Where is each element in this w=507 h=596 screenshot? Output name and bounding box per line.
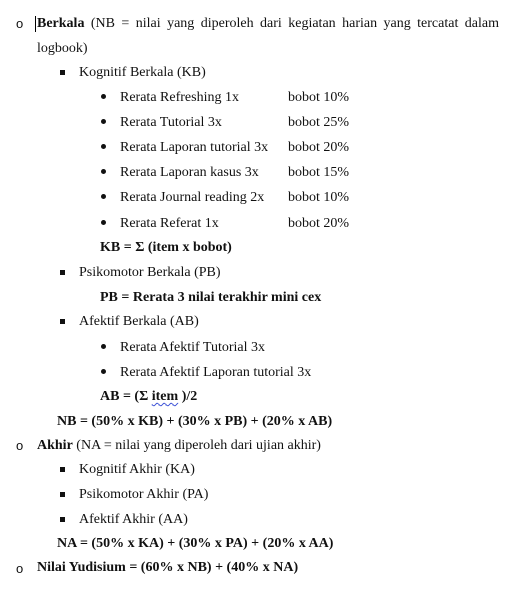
- psikomotor-berkala-label: Psikomotor Berkala (PB): [79, 265, 221, 280]
- square-bullet: [60, 517, 65, 522]
- akhir-item: Psikomotor Akhir (PA): [79, 487, 209, 502]
- na-formula: NA = (50% x KA) + (30% x PA) + (20% x AA): [57, 536, 334, 551]
- nb-formula: NB = (50% x KB) + (30% x PB) + (20% x AB): [57, 414, 333, 429]
- kb-item-name: Rerata Referat 1x: [120, 216, 219, 231]
- round-bullet: [101, 369, 106, 374]
- square-bullet: [60, 70, 65, 75]
- ab-formula-suffix: )/2: [178, 389, 198, 404]
- ab-item-name: Rerata Afektif Tutorial 3x: [120, 340, 266, 355]
- kb-item-name: Rerata Laporan kasus 3x: [120, 165, 259, 180]
- round-bullet: [101, 119, 106, 124]
- akhir-item: Kognitif Akhir (KA): [79, 462, 195, 477]
- round-bullet: [101, 169, 106, 174]
- round-bullet: [101, 194, 106, 199]
- kb-item-weight: bobot 10%: [288, 190, 350, 205]
- round-bullet: [101, 344, 106, 349]
- kb-item-weight: bobot 20%: [288, 216, 350, 231]
- berkala-desc-line2: logbook): [37, 41, 88, 56]
- ab-formula-prefix: AB = (Σ: [100, 389, 152, 404]
- round-bullet: [101, 94, 106, 99]
- kb-item-weight: bobot 25%: [288, 115, 350, 130]
- round-bullet: [101, 220, 106, 225]
- square-bullet: [60, 270, 65, 275]
- square-bullet: [60, 319, 65, 324]
- akhir-title: Akhir: [37, 438, 73, 453]
- kb-item-weight: bobot 20%: [288, 140, 350, 155]
- berkala-heading-line[interactable]: [37, 15, 499, 32]
- ab-item-name: Rerata Afektif Laporan tutorial 3x: [120, 365, 312, 380]
- kb-item-weight: bobot 10%: [288, 90, 350, 105]
- square-bullet: [60, 492, 65, 497]
- outline-bullet: o: [16, 438, 24, 453]
- text-cursor: [35, 16, 36, 32]
- akhir-desc: (NA = nilai yang diperoleh dari ujian akhir): [76, 438, 321, 453]
- yudisium-formula: Nilai Yudisium = (60% x NB) + (40% x NA): [37, 560, 299, 575]
- kognitif-berkala-label: Kognitif Berkala (KB): [79, 65, 206, 80]
- kb-item-name: Rerata Journal reading 2x: [120, 190, 265, 205]
- ab-formula: [100, 388, 197, 405]
- outline-bullet: o: [16, 561, 24, 576]
- berkala-desc-line1: (NB = nilai yang diperoleh dari kegiatan harian yang tercatat dalam: [90, 16, 499, 31]
- round-bullet: [101, 144, 106, 149]
- akhir-heading-line: [37, 437, 321, 454]
- pb-formula: PB = Rerata 3 nilai terakhir mini cex: [100, 290, 322, 305]
- kb-item-weight: bobot 15%: [288, 165, 350, 180]
- berkala-title: Berkala: [37, 16, 85, 31]
- outline-bullet: o: [16, 16, 24, 31]
- kb-formula: KB = Σ (item x bobot): [100, 240, 232, 255]
- kb-item-name: Rerata Laporan tutorial 3x: [120, 140, 269, 155]
- spellcheck-word[interactable]: item: [151, 389, 179, 404]
- afektif-berkala-label: Afektif Berkala (AB): [79, 314, 199, 329]
- akhir-item: Afektif Akhir (AA): [79, 512, 188, 527]
- kb-item-name: Rerata Refreshing 1x: [120, 90, 239, 105]
- kb-item-name: Rerata Tutorial 3x: [120, 115, 222, 130]
- square-bullet: [60, 467, 65, 472]
